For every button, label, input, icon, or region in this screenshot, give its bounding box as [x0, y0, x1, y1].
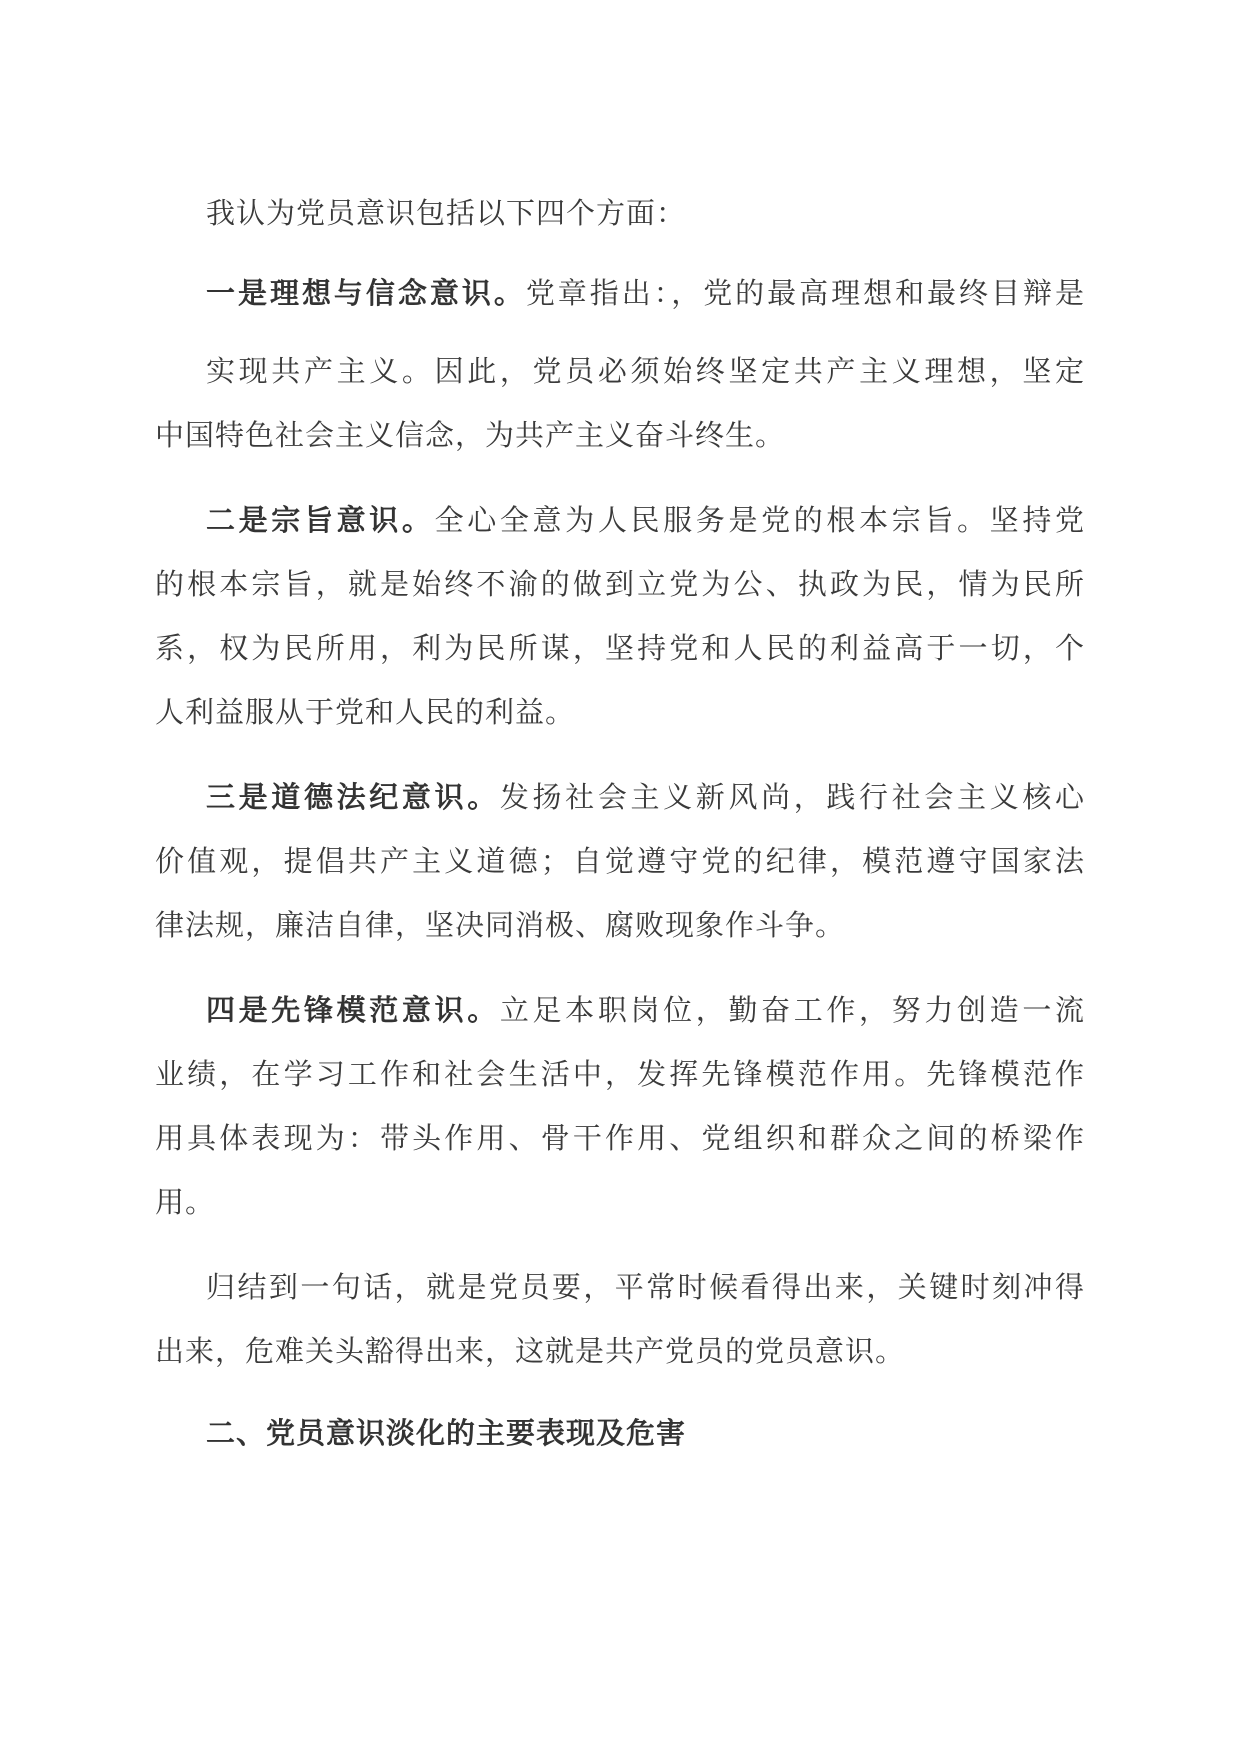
paragraph-2-line-4: 人利益服从于党和人民的利益。 [155, 695, 576, 729]
paragraph-3-line-3: 律法规，廉洁自律，坚决同消极、腐败现象作斗争。 [155, 908, 846, 942]
paragraph-4-line-4: 用。 [155, 1185, 216, 1219]
paragraph-3-line-1 [206, 777, 1085, 817]
paragraph-2-title: 二是宗旨意识。 [206, 503, 435, 537]
paragraph-2-line-3: 系，权为民所用，利为民所谋，坚持党和人民的利益高于一切，个 [155, 631, 1085, 665]
section-heading: 二、党员意识淡化的主要表现及危害 [206, 1416, 687, 1450]
paragraph-3-line-2: 价值观，提倡共产主义道德；自觉遵守党的纪律，模范遵守国家法 [155, 844, 1085, 878]
paragraph-3-title: 三是道德法纪意识。 [206, 780, 500, 814]
paragraph-1-title: 一是理想与信念意识。 [206, 276, 526, 310]
paragraph-4-title: 四是先锋模范意识。 [206, 993, 500, 1027]
paragraph-3-text: 发扬社会主义新风尚，践行社会主义核心 [499, 780, 1085, 814]
paragraph-1-line-3: 中国特色社会主义信念，为共产主义奋斗终生。 [155, 418, 786, 452]
paragraph-4-text: 立足本职岗位，勤奋工作，努力创造一流 [499, 993, 1085, 1027]
paragraph-4-line-2: 业绩，在学习工作和社会生活中，发挥先锋模范作用。先锋模范作 [155, 1057, 1085, 1091]
intro-text: 我认为党员意识包括以下四个方面： [206, 196, 687, 230]
paragraph-2-line-2: 的根本宗旨，就是始终不渝的做到立党为公、执政为民，情为民所 [155, 567, 1085, 601]
paragraph-1-line-2: 实现共产主义。因此，党员必须始终坚定共产主义理想，坚定 [206, 354, 1085, 388]
intro-paragraph [206, 193, 1085, 233]
paragraph-4-line-3: 用具体表现为：带头作用、骨干作用、党组织和群众之间的桥梁作 [155, 1121, 1085, 1155]
paragraph-1-text: 党章指出：，党的最高理想和最终目辩是 [525, 276, 1085, 310]
paragraph-2-text: 全心全意为人民服务是党的根本宗旨。坚持党 [434, 503, 1085, 537]
summary-line-2: 出来，危难关头豁得出来，这就是共产党员的党员意识。 [155, 1334, 906, 1368]
paragraph-2-line-1 [206, 500, 1085, 540]
summary-line-1: 归结到一句话，就是党员要，平常时候看得出来，关键时刻冲得 [206, 1270, 1085, 1304]
paragraph-1-line-1 [206, 273, 1085, 313]
paragraph-4-line-1 [206, 990, 1085, 1030]
